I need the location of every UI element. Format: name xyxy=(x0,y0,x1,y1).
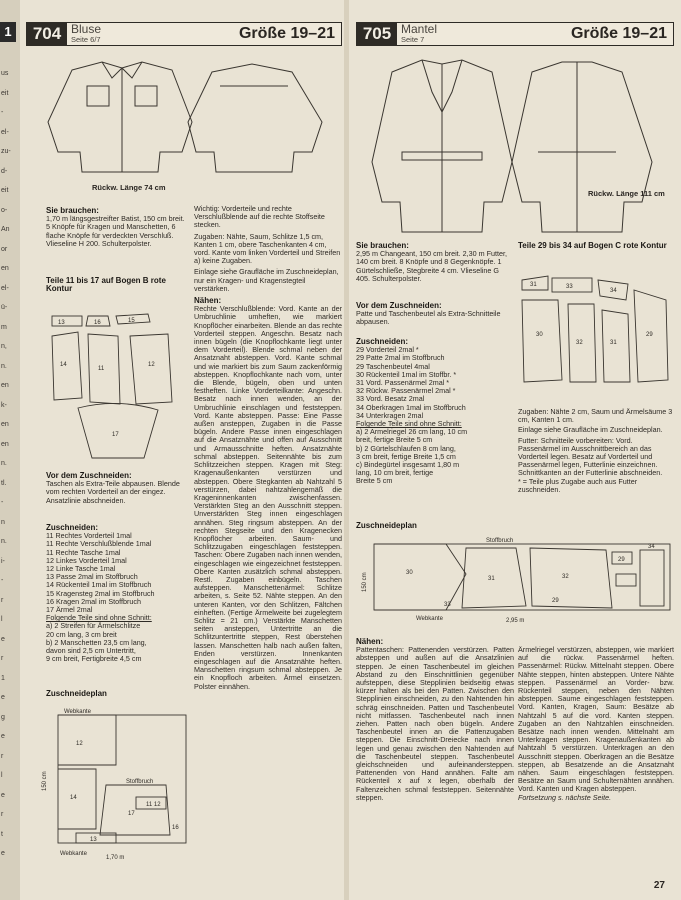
edge-fragment: i- xyxy=(1,557,5,565)
svg-text:16: 16 xyxy=(172,825,179,831)
plan-width-label: 150 cm xyxy=(42,771,48,791)
blouse-illustration xyxy=(32,52,332,178)
plan-edge-label: Webkante xyxy=(416,616,443,622)
parts-heading-block xyxy=(46,275,188,293)
needs-heading: Sie brauchen: xyxy=(46,206,99,215)
cutting-item: 29 Taschenbeutel 4mal xyxy=(356,361,430,371)
edge-fragment: - xyxy=(1,499,4,506)
cutting-section xyxy=(46,522,196,663)
edge-number: 1 xyxy=(0,22,16,42)
coat-illustration xyxy=(362,52,662,237)
cutting-item: 11 Rechtes Vorderteil 1mal xyxy=(46,531,132,541)
svg-text:32: 32 xyxy=(576,340,583,346)
allowance-text: Zugaben: Nähte, Saum, Schlitze 1,5 cm, Kanten 1 cm, obere Taschenkanten 4 cm, vord. Kante vom linken Vorderteil und Streifen a) keine Zugaben. xyxy=(194,231,341,266)
edge-fragment: n, xyxy=(1,343,7,350)
edge-fragment: r xyxy=(1,596,4,604)
pattern-title: Mantel xyxy=(401,22,438,36)
previous-page-edge xyxy=(0,0,20,900)
svg-text:29: 29 xyxy=(618,557,625,563)
cutting-item: 14 Rückenteil 1mal im Stoffbruch xyxy=(46,580,152,590)
svg-text:13: 13 xyxy=(58,320,65,326)
cutting-section xyxy=(356,336,514,486)
needs-section xyxy=(46,205,188,248)
svg-text:33: 33 xyxy=(566,284,573,290)
plan-heading-block xyxy=(356,520,512,530)
svg-text:17: 17 xyxy=(128,811,135,817)
svg-text:14: 14 xyxy=(60,362,67,368)
blouse-cutting-plan xyxy=(36,705,196,865)
instructions-top xyxy=(518,408,674,494)
interfacing-text: Einlage siehe Graufläche im Zuschneideplan, nur ein Kragen- und Kragenstegteil verstärken. xyxy=(194,267,339,293)
cutting-item: 30 Rückenteil 1mal im Stoffbr. * xyxy=(356,369,457,379)
blouse-pattern-pieces xyxy=(48,308,188,468)
coat-pattern-pieces xyxy=(518,270,673,405)
pattern-size: Größe 19–21 xyxy=(238,25,335,42)
header-705 xyxy=(356,22,674,46)
lining-text: Futter: Schnitteile vorbereiten: Vord. Passenärmel im Ausschnittbereich an das Vorderteil legen. Besatz auf Vorderteil und Passenärmel legen, Futterlinie einzeichnen. Schnittkanten an der Futterlinie abschneiden. * = Teile plus Zugabe auch aus Futter zuschneiden. xyxy=(518,435,663,494)
cutting-item: 33 Vord. Besatz 2mal xyxy=(356,394,425,404)
pattern-subtitle: Seite 6/7 xyxy=(71,35,101,44)
cutting-item: 31 Vord. Passenärmel 2mal * xyxy=(356,378,450,388)
svg-text:11 12: 11 12 xyxy=(146,802,161,808)
edge-fragment: en xyxy=(1,440,9,448)
edge-fragment: zu- xyxy=(1,148,11,155)
sewing-text-2: Ärmelriegel verstürzen, absteppen, wie markiert auf die rückw. Passenärmel heften. Passenärmel: Rückw. Mittelnaht steppen. Obere Nähte steppen, hinten absteppen. Untere Nähte steppen. Passenärmel an Vorder- bzw. Rückenteil steppen, neben den Nähten absteppen. Saume eingeschlagen feststeppen. Vord. Kanten, Kragen, Saum: Besätze ab Nahtzahl 5 auf die vord. Kanten steppen. Zugaben an den Nahtzahlen einschneiden. Besätze nach innen wenden. Mittelnaht am Unterkragen steppen. Kragenaußenkanten ab Nahtzahl 5 verstürzen. Unterkragen an den Ausschnitt steppen. Oberkragen an die Besätze steppen, ab Besatzende an die Ansatznaht nähen. Saum eingeschlagen feststeppen. Besätze an Saum und Schulternähten annähen. Vord. Kanten und Kragen absteppen. xyxy=(518,645,674,794)
svg-text:29: 29 xyxy=(646,332,653,338)
edge-fragment: 1 xyxy=(1,674,5,682)
cutting-extra-text: a) 2 Streifen für Ärmelschlitze 20 cm lang, 3 cm breit b) 2 Manschetten 23,5 cm lang, davon sind 2,5 cm Untertritt, 9 cm breit, Fertigbreite 4,5 cm xyxy=(46,621,147,664)
cutting-item: 12 Linke Tasche 1mal xyxy=(46,564,116,574)
page-705 xyxy=(352,0,681,900)
edge-fragment: l xyxy=(1,616,3,623)
edge-fragment: el- xyxy=(1,284,9,292)
before-cutting-section xyxy=(46,470,188,505)
cutting-extra-heading: Folgende Teile sind ohne Schnitt: xyxy=(46,613,152,623)
pattern-subtitle: Seite 7 xyxy=(401,35,425,44)
edge-fragment: e xyxy=(1,733,5,740)
edge-fragment: k- xyxy=(1,401,7,409)
plan-heading: Zuschneideplan xyxy=(356,521,417,530)
svg-text:15: 15 xyxy=(128,318,135,324)
edge-fragment: e xyxy=(1,635,5,643)
edge-fragment: An xyxy=(1,226,10,233)
svg-text:14: 14 xyxy=(70,795,77,801)
pattern-number: 705 xyxy=(357,23,397,45)
edge-fragment: eit xyxy=(1,89,9,97)
edge-fragment: en xyxy=(1,265,9,272)
edge-fragment: r xyxy=(1,655,4,662)
sewing-heading: Nähen: xyxy=(194,296,222,306)
plan-fold-label: Stoffbruch xyxy=(126,779,154,785)
plan-length-label: 1,70 m xyxy=(106,855,125,861)
cutting-item: 32 Rückw. Passenärmel 2mal * xyxy=(356,386,456,396)
edge-fragment: t xyxy=(1,830,3,838)
edge-fragment: n. xyxy=(1,460,7,467)
needs-heading: Sie brauchen: xyxy=(356,241,409,250)
cutting-item: 13 Passe 2mal im Stoffbruch xyxy=(46,572,138,582)
cutting-item: 15 Kragensteg 2mal im Stoffbruch xyxy=(46,588,155,598)
continue-note: Fortsetzung s. nächste Seite. xyxy=(518,792,612,802)
svg-text:29: 29 xyxy=(552,598,559,604)
before-text: Taschen als Extra-Teile abpausen. Blende vom rechten Vorderteil an der eingez. Ansatzlinie abschneiden. xyxy=(46,479,180,505)
edge-fragment: us xyxy=(1,70,9,77)
svg-text:13: 13 xyxy=(90,837,97,843)
plan-length-label: 2,95 m xyxy=(506,618,525,624)
sewing-text: Rechte Verschlußblende: Vord. Kante an der Umbruchlinie umheften, wie markiert Knopflöcher einarbeiten. Blende an das rechte Vorderteil steppen. Angeschn. Besatz nach innen bügeln (die Knopflochkante liegt unter dem Vorderteil). Blende schmal neben der Ansatznaht absteppen. Vord. Kante schmal und wie markiert bis zum Saum zackenförmig absteppen. Knopflochkante nach vorn, unter die Blende, bügeln, oben und unten festheften. Linke Vorderteilkante: Angeschn. Besatz nach innen wenden, an der Umbruchlinie einschlagen und feststeppen. Vord. Kante absteppen. Passe: Eine Passe außen ansteppen, Zugaben in die Passe bügeln. Andere Passe innen eingeschlagen auf die Ansatznähte und offen auf Ausschnitt und Armausschnitte heften. Ansatznähte schmal absteppen. Seitennähte bis zum Schlitzzeichen steppen. Kragen mit Steg: Kragenaußenkanten verstürzen und absteppen. Obere Stegkanten ab Nahtzahl 5 verstürzen, dabei nahtzahlengemäß die Krageninnenkanten zwischenfassen. Verstärkten Steg an den Ausschnitt steppen. Unverstärkten Steg innen eingeschlagen annähen. Steg ringsum absteppen. An der rechten Stegseite und den Kragenecken Knopflöcher arbeiten. Saum- und Schlitzzugaben eingeschlagen feststeppen. Taschen: Obere Zugaben nach innen wenden, eingeschlagen wie eingezeichnet feststeppen. Obere Kanten zusätzlich schmal absteppen. Restl. Zugaben einbügeln. Taschen aufsteppen. Manschettenärmel: Schlitze arbeiten, s. Seite 52. Nähte steppen. An den unteren Kanten, vor den Schlitzen, Fältchen einheften. (Fertige Ärmelweite bei zugelegtem Schlitz = 21 cm.) Verstärkte Manschetten seiten ansteppen, Untertritte an die Schlitzuntertritte steppen, Rest überstehen lassen. Manschetten halb nach außen falten, Enden verstürzen. Innenkanten eingeschlagen auf die Ansatznähte heften. Manschetten ringsum schmal absteppen. Je ein Knopfloch arbeiten. Ärmel einsetzen. Polster einnähen. xyxy=(194,304,342,691)
edge-fragment: - xyxy=(1,577,4,584)
needs-section xyxy=(356,240,512,283)
pattern-number: 704 xyxy=(27,23,67,45)
cutting-item: 29 Patte 2mal im Stoffbruch xyxy=(356,353,445,363)
before-heading: Vor dem Zuschneiden: xyxy=(46,471,132,480)
pattern-size: Größe 19–21 xyxy=(570,25,667,42)
edge-fragment: - xyxy=(1,109,4,116)
svg-text:34: 34 xyxy=(610,288,617,294)
cutting-heading: Zuschneiden: xyxy=(46,523,99,532)
svg-text:12: 12 xyxy=(76,741,83,747)
cutting-item: 11 Rechte Verschlußblende 1mal xyxy=(46,539,152,549)
edge-fragment: tl. xyxy=(1,479,7,487)
allowance-text: Zugaben: Nähte 2 cm, Saum und Ärmelsäume 3 cm, Kanten 1 cm. xyxy=(518,407,673,425)
edge-fragment: el- xyxy=(1,128,9,136)
edge-fragment: r xyxy=(1,752,4,760)
parts-heading-block xyxy=(518,240,674,250)
cutting-item: 12 Linkes Vorderteil 1mal xyxy=(46,555,127,565)
plan-heading: Zuschneideplan xyxy=(46,689,107,698)
cutting-extra-heading: Folgende Teile sind ohne Schnitt: xyxy=(356,419,462,429)
svg-text:31: 31 xyxy=(530,282,537,288)
svg-text:31: 31 xyxy=(610,340,617,346)
cutting-item: 29 Vorderteil 2mal * xyxy=(356,345,419,355)
plan-fold-label: Stoffbruch xyxy=(486,538,514,544)
edge-fragment: or xyxy=(1,245,8,253)
cutting-list xyxy=(356,346,514,420)
cutting-item: 34 Unterkragen 2mal xyxy=(356,410,424,420)
instructions-column xyxy=(194,205,342,691)
page-704 xyxy=(22,0,342,900)
edge-fragment: r xyxy=(1,811,4,818)
page-gutter xyxy=(344,0,349,900)
edge-fragment: n xyxy=(1,518,5,526)
edge-fragment: e xyxy=(1,850,5,857)
interfacing-text: Einlage siehe Graufläche im Zuschneideplan. xyxy=(518,425,663,435)
coat-cutting-plan xyxy=(356,534,674,632)
needs-text: 1,70 m längsgestreifter Batist, 150 cm breit. 5 Knöpfe für Kragen und Manschetten, 6 flache Knöpfe für verdeckten Verschluß. Vlieseline H 200. Schulterpolster. xyxy=(46,214,185,248)
needs-text: 2,95 m Changeant, 150 cm breit. 2,30 m Futter, 140 cm breit. 8 Knöpfe und 8 Gegenknöpfe. 1 Gürtelschließe, Stegbreite 4 cm. Vlieseline G 405. Schulterpolster. xyxy=(356,249,508,283)
edge-fragment: en xyxy=(1,382,9,389)
edge-fragment: n. xyxy=(1,362,7,370)
edge-fragment: d- xyxy=(1,167,8,175)
plan-top-label: Webkante xyxy=(64,709,91,715)
svg-text:32: 32 xyxy=(562,574,569,580)
sewing-column-2 xyxy=(518,646,674,802)
cutting-extra-text: a) 2 Armelriegel 26 cm lang, 10 cm breit, fertige Breite 5 cm b) 2 Gürtelschlaufen 8 cm lang, 3 cm breit, fertige Breite 1,5 cm c) Bindegürtel insgesamt 1,80 m lang, 10 cm breit, fertige Breite 5 cm xyxy=(356,427,468,486)
svg-text:17: 17 xyxy=(112,432,119,438)
plan-bottom-label: Webkante xyxy=(60,851,87,857)
pattern-title: Bluse xyxy=(71,22,102,36)
plan-heading-block xyxy=(46,688,188,698)
svg-text:34: 34 xyxy=(648,544,655,550)
svg-text:11: 11 xyxy=(98,366,105,372)
edge-fragment: ü- xyxy=(1,304,8,311)
cutting-heading: Zuschneiden: xyxy=(356,337,409,346)
edge-fragment: n. xyxy=(1,538,7,545)
edge-fragment: m xyxy=(1,323,7,331)
back-length: Rückw. Länge 111 cm xyxy=(588,189,665,198)
cutting-item: 16 Kragen 2mal im Stoffbruch xyxy=(46,596,141,606)
before-heading: Vor dem Zuschneiden: xyxy=(356,301,442,310)
cutting-list xyxy=(46,532,196,614)
cutting-item: 34 Oberkragen 1mal im Stoffbruch xyxy=(356,402,466,412)
before-cutting-section xyxy=(356,300,512,327)
edge-fragment: l xyxy=(1,772,3,779)
header-704 xyxy=(26,22,342,46)
sewing-column-1 xyxy=(356,636,514,802)
edge-fragment: g xyxy=(1,713,5,721)
svg-text:12: 12 xyxy=(148,362,155,368)
svg-text:16: 16 xyxy=(94,320,101,326)
edge-fragment: e xyxy=(1,694,5,701)
parts-heading: Teile 11 bis 17 auf Bogen B rote Kontur xyxy=(46,276,166,294)
sewing-text: Pattentaschen: Pattenenden verstürzen. Patten absteppen und außen auf die Ansatzlinien steppen. Je einen Taschenbeutel im gleichen Abstand zu den Einschnittlinien gegenüber aufsteppen, diese Stepplinien beidseitig etwas kürzer halten als bei den Patten. Zwischen den Stepplinien einschneiden, zu den Nahtenden hin schräg einschneiden. Patten und Taschenbeutel nicht mitfassen. Taschenbeutel nach innen ziehen. Patten nach oben bügeln. Andere Taschenbeutel innen an die Pattenzugaben steppen. Die Einschnitt-Dreiecke nach innen legen und genau zwischen den Nahtenden auf die Taschenbeutel steppen. Taschenbeutel gleichschneiden und aufeinandersteppen. Pattenenden von Hand annähen. Falte am Rückenteil x auf x legen, oberhalb der Faltenzeichen schmal feststeppen. Seitennähte steppen. xyxy=(356,645,514,802)
cutting-item: 17 Ärmel 2mal xyxy=(46,605,93,615)
parts-heading: Teile 29 bis 34 auf Bogen C rote Kontur xyxy=(518,241,667,250)
svg-text:30: 30 xyxy=(406,570,413,576)
edge-fragment: o- xyxy=(1,206,8,214)
svg-text:30: 30 xyxy=(536,332,543,338)
plan-width-label: 150 cm xyxy=(362,572,368,592)
page-number: 27 xyxy=(653,880,665,891)
svg-text:31: 31 xyxy=(488,576,495,582)
svg-text:33: 33 xyxy=(444,602,451,608)
back-length: Rückw. Länge 74 cm xyxy=(92,183,166,192)
cutting-item: 11 Rechte Tasche 1mal xyxy=(46,547,121,557)
edge-fragment: en xyxy=(1,421,9,428)
edge-fragment: e xyxy=(1,791,5,799)
edge-fragment: eit xyxy=(1,187,9,194)
before-text: Patte und Taschenbeutel als Extra-Schnitteile abpausen. xyxy=(356,309,501,327)
important-text: Wichtig: Vorderteile und rechte Verschlußblende auf die rechte Stoffseite stecken. xyxy=(194,204,325,230)
sewing-heading: Nähen: xyxy=(356,637,384,646)
